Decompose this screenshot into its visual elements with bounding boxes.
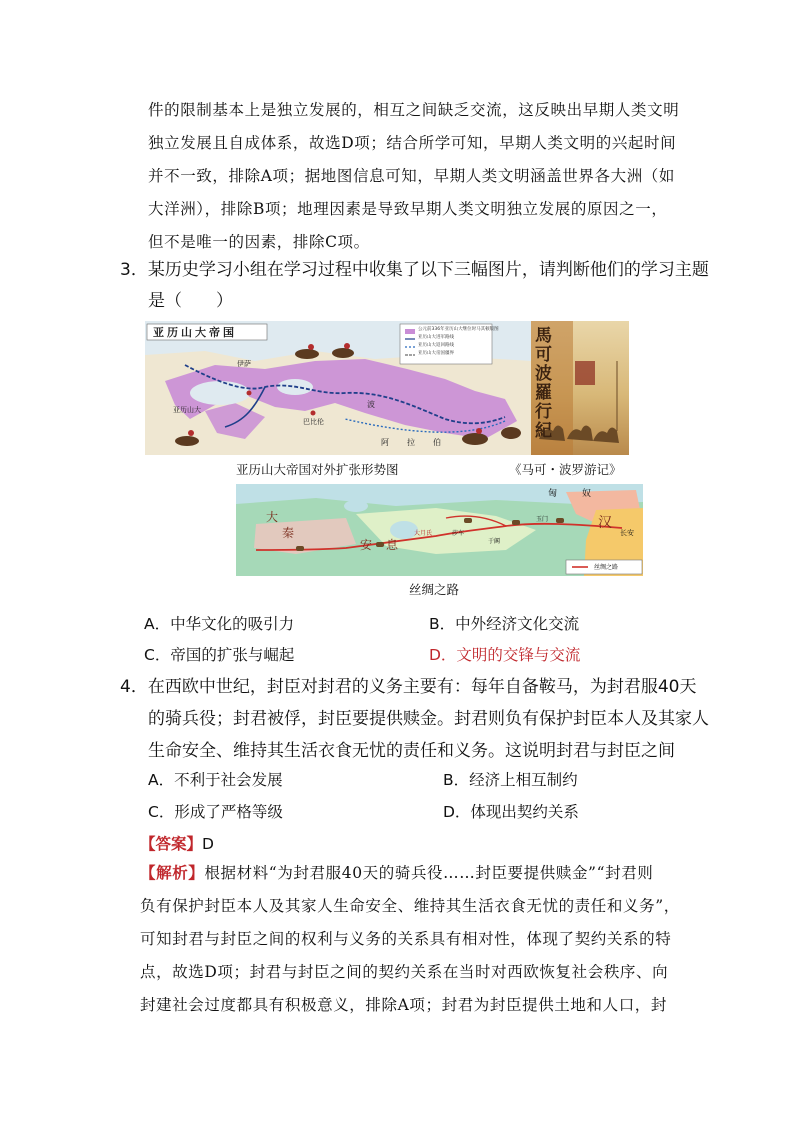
map1-legend-item: 亚历山大进军路线 xyxy=(418,335,454,340)
intro-line: 大洋洲），排除B项；地理因素是导致早期人类文明独立发展的原因之一， xyxy=(148,200,668,218)
question-4-line-2: 的骑兵役；封君被俘，封臣要提供赎金。封君则负有保护封臣本人及其家人 xyxy=(148,709,709,729)
map2-label: 奴 xyxy=(582,489,592,499)
question-3-line-2: 是（ ） xyxy=(148,291,233,311)
q4-answer xyxy=(140,832,214,854)
question-3-line-1: 3．某历史学习小组在学习过程中收集了以下三幅图片，请判断他们的学习主题 xyxy=(120,260,709,280)
answer-value: D xyxy=(202,835,214,853)
map1-caption: 亚历山大帝国对外扩张形势图 xyxy=(236,462,399,477)
map2-label: 长安 xyxy=(620,529,634,537)
question-4-line-3: 生命安全、维持其生活衣食无忧的责任和义务。这说明封君与封臣之间 xyxy=(148,741,675,761)
book-caption: 《马可・波罗游记》 xyxy=(509,462,622,477)
map1-label: 拉 xyxy=(407,438,415,447)
map1-label: 伊萨 xyxy=(237,360,251,368)
alexander-empire-map xyxy=(145,321,532,455)
map2-label: 于阗 xyxy=(488,538,501,545)
analysis-line: 可知封君与封臣之间的权利与义务的关系具有相对性，体现了契约关系的特 xyxy=(140,930,672,948)
q4-option-c: C．形成了严格等级 xyxy=(148,803,283,821)
analysis-line: 负有保护封臣本人及其家人生命安全、维持其生活衣食无忧的责任和义务”， xyxy=(140,897,680,915)
map1-label: 伯 xyxy=(433,438,441,447)
intro-paragraph xyxy=(148,94,688,259)
answer-tag: 【答案】 xyxy=(140,835,203,853)
q4-analysis xyxy=(140,856,680,1022)
map2-label: 安 xyxy=(360,538,373,552)
q4-option-a: A．不利于社会发展 xyxy=(148,771,283,789)
question-4-line-1: 4．在西欧中世纪，封臣对封君的义务主要有：每年自备鞍马，为封君服40天 xyxy=(120,677,697,697)
intro-line: 独立发展且自成体系，故选D项；结合所学可知，早期人类文明的兴起时间 xyxy=(148,134,677,152)
analysis-line: 封建社会过度都具有积极意义，排除A项；封君为封臣提供土地和人口，封 xyxy=(140,996,667,1014)
map2-legend: 丝绸之路 xyxy=(594,564,619,571)
q3-option-b: B．中外经济文化交流 xyxy=(429,615,580,633)
q4-option-d: D．体现出契约关系 xyxy=(443,803,579,821)
intro-line: 但不是唯一的因素，排除C项。 xyxy=(148,233,370,251)
map1-legend xyxy=(418,326,499,358)
map2-label: 玉门 xyxy=(536,516,549,523)
map2-label: 汉 xyxy=(598,515,612,531)
q3-option-c: C．帝国的扩张与崛起 xyxy=(144,646,295,664)
silk-road-map xyxy=(236,484,643,576)
book-title: 馬可波羅行紀 xyxy=(535,326,552,441)
analysis-line: 点，故选D项；封君与封臣之间的契约关系在当时对西欧恢复社会秩序、向 xyxy=(140,963,669,981)
q3-option-a: A．中华文化的吸引力 xyxy=(144,615,295,633)
map1-legend-item: 公元前336年亚历山大继位时马其顿版图 xyxy=(418,327,499,332)
q3-option-d: D．文明的交锋与交流 xyxy=(429,646,581,664)
map1-label: 波 xyxy=(367,400,375,409)
map2-label: 秦 xyxy=(282,526,295,540)
map2-label: 匈 xyxy=(548,489,558,499)
map1-label: 巴比伦 xyxy=(303,418,324,426)
map2-label: 大 xyxy=(266,510,279,524)
map2-label: 息 xyxy=(386,538,399,552)
map1-label: 阿 xyxy=(381,438,389,447)
map1-title: 亚历山大帝国 xyxy=(153,326,237,339)
map1-legend-item: 亚历山大帝国疆界 xyxy=(418,351,454,356)
map2-caption: 丝绸之路 xyxy=(409,582,460,597)
intro-line: 并不一致，排除A项；据地图信息可知，早期人类文明涵盖世界各大洲（如 xyxy=(148,167,675,185)
map2-label: 大月氏 xyxy=(414,530,433,537)
map2-label: 莎车 xyxy=(452,530,465,537)
q4-option-b: B．经济上相互制约 xyxy=(443,771,578,789)
marco-polo-book-cover xyxy=(531,321,629,455)
intro-line: 件的限制基本上是独立发展的，相互之间缺乏交流，这反映出早期人类文明 xyxy=(148,101,680,119)
analysis-line: 【解析】根据材料“为封君服40天的骑兵役……封臣要提供赎金”“封君则 xyxy=(140,863,654,882)
analysis-tag: 【解析】 xyxy=(140,863,205,882)
map1-label: 亚历山大 xyxy=(173,406,201,414)
map1-legend-item: 亚历山大返回路线 xyxy=(418,343,454,348)
